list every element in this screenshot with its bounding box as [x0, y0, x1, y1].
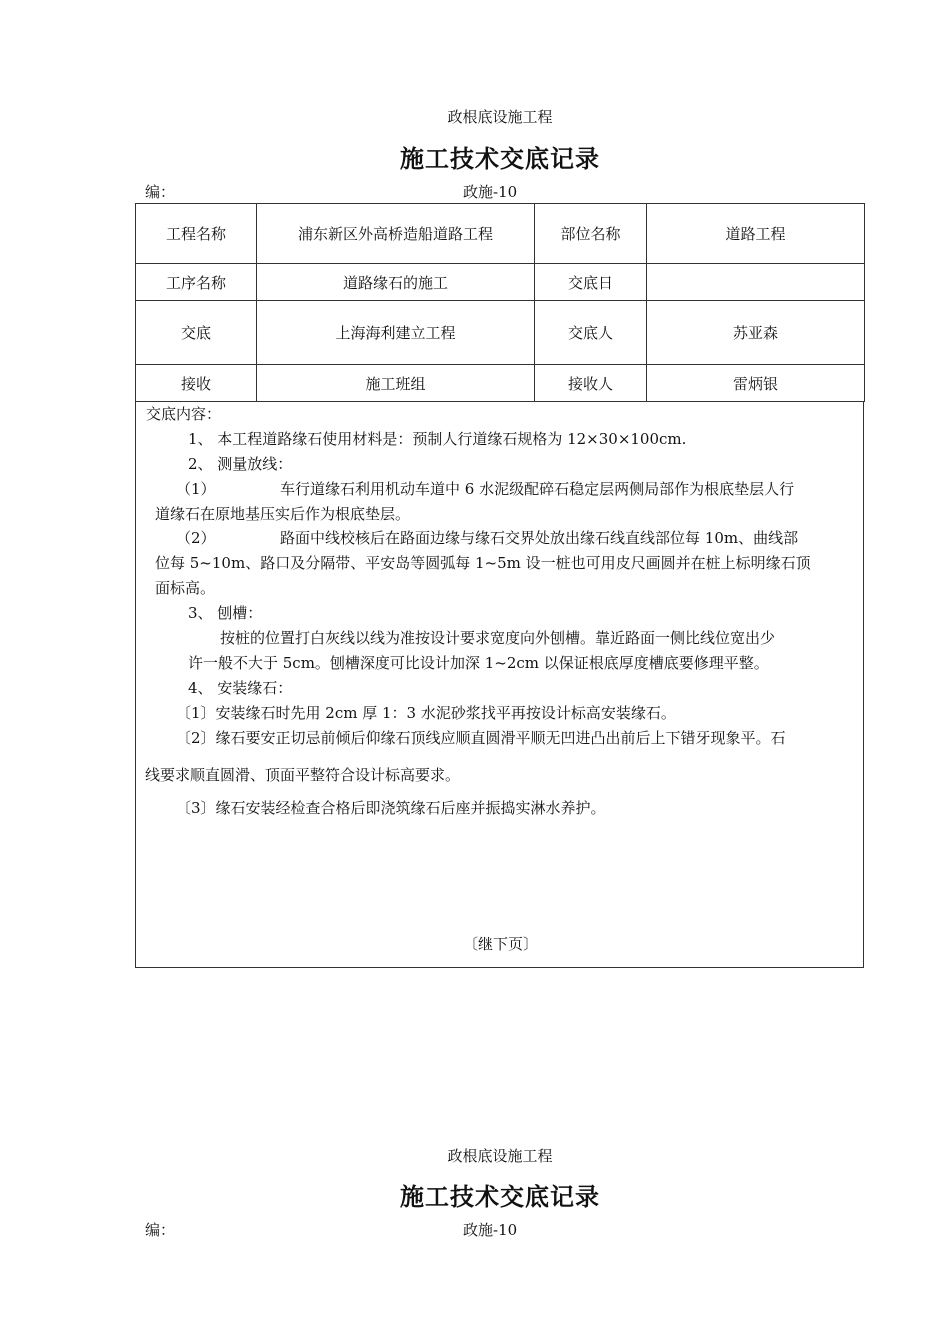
table-row: [136, 264, 865, 301]
content-line: 2、 测量放线：: [188, 455, 293, 473]
label-receiver-person: 接收人: [535, 365, 647, 402]
table-row: [136, 204, 865, 264]
content-line: 〔3〕缘石安装经检查合格后即浇筑缘石后座并振捣实淋水养护。: [176, 799, 606, 817]
content-line: 路面中线校核后在路面边缘与缘石交界处放出缘石线直线部位每 10m、曲线部: [280, 529, 799, 547]
value-receiver-person: 雷炳银: [647, 365, 865, 402]
document-title: 施工技术交底记录: [400, 144, 600, 173]
label-handover: 交底: [136, 301, 257, 365]
value-project-name: 浦东新区外高桥造船道路工程: [257, 204, 535, 264]
content-line-number: （1）: [176, 480, 216, 498]
info-table: [135, 203, 865, 402]
bian-label: 编：: [145, 183, 176, 201]
content-line: 车行道缘石利用机动车道中 6 水泥级配碎石稳定层两侧局部作为根底垫层人行: [280, 480, 795, 498]
value-handover-unit: 上海海利建立工程: [257, 301, 535, 365]
content-line: 4、 安装缘石：: [188, 679, 293, 697]
value-handover-date: [647, 264, 865, 301]
label-project-name: 工程名称: [136, 204, 257, 264]
content-line: 按桩的位置打白灰线以线为准按设计要求宽度向外刨槽。靠近路面一侧比线位宽出少: [220, 629, 776, 647]
org-name: 政根底设施工程: [447, 108, 553, 126]
continued-note: 〔继下页〕: [463, 935, 539, 953]
content-line: 〔1〕安装缘石时先用 2cm 厚 1：3 水泥砂浆找平再按设计标高安装缘石。: [176, 704, 676, 722]
content-line: 位每 5~10m、路口及分隔带、平安岛等圆弧每 1~5m 设一桩也可用皮尺画圆并在桩上标明缘石顶: [155, 554, 811, 572]
document-title-page2: 施工技术交底记录: [400, 1182, 600, 1211]
label-handover-date: 交底日: [535, 264, 647, 301]
label-receiver: 接收: [136, 365, 257, 402]
org-name-page2: 政根底设施工程: [447, 1147, 553, 1165]
content-line: 线要求顺直圆滑、顶面平整符合设计标高要求。: [145, 766, 461, 784]
content-line-number: （2）: [176, 529, 216, 547]
label-section-name: 部位名称: [535, 204, 647, 264]
bian-label-page2: 编：: [145, 1221, 176, 1239]
content-line: 1、 本工程道路缘石使用材料是：预制人行道缘石规格为 12×30×100cm.: [188, 430, 687, 448]
content-line: 〔2〕缘石要安正切忌前倾后仰缘石顶线应顺直圆滑平顺无凹进凸出前后上下错牙现象平。石: [176, 729, 786, 747]
value-handover-person: 苏亚森: [647, 301, 865, 365]
label-handover-person: 交底人: [535, 301, 647, 365]
content-line: 道缘石在原地基压实后作为根底垫层。: [155, 505, 411, 523]
table-row: [136, 301, 865, 365]
content-line: 面标高。: [155, 579, 216, 597]
label-process-name: 工序名称: [136, 264, 257, 301]
value-receiver-unit: 施工班组: [257, 365, 535, 402]
value-process-name: 道路缘石的施工: [257, 264, 535, 301]
value-section-name: 道路工程: [647, 204, 865, 264]
content-heading: 交底内容：: [146, 405, 222, 423]
content-line: 3、 刨槽：: [188, 604, 263, 622]
form-number-page2: 政施-10: [463, 1221, 518, 1239]
table-row: [136, 365, 865, 402]
form-number: 政施-10: [463, 183, 518, 201]
content-line: 许一般不大于 5cm。刨槽深度可比设计加深 1~2cm 以保证根底厚度槽底要修理平整。: [188, 654, 769, 672]
